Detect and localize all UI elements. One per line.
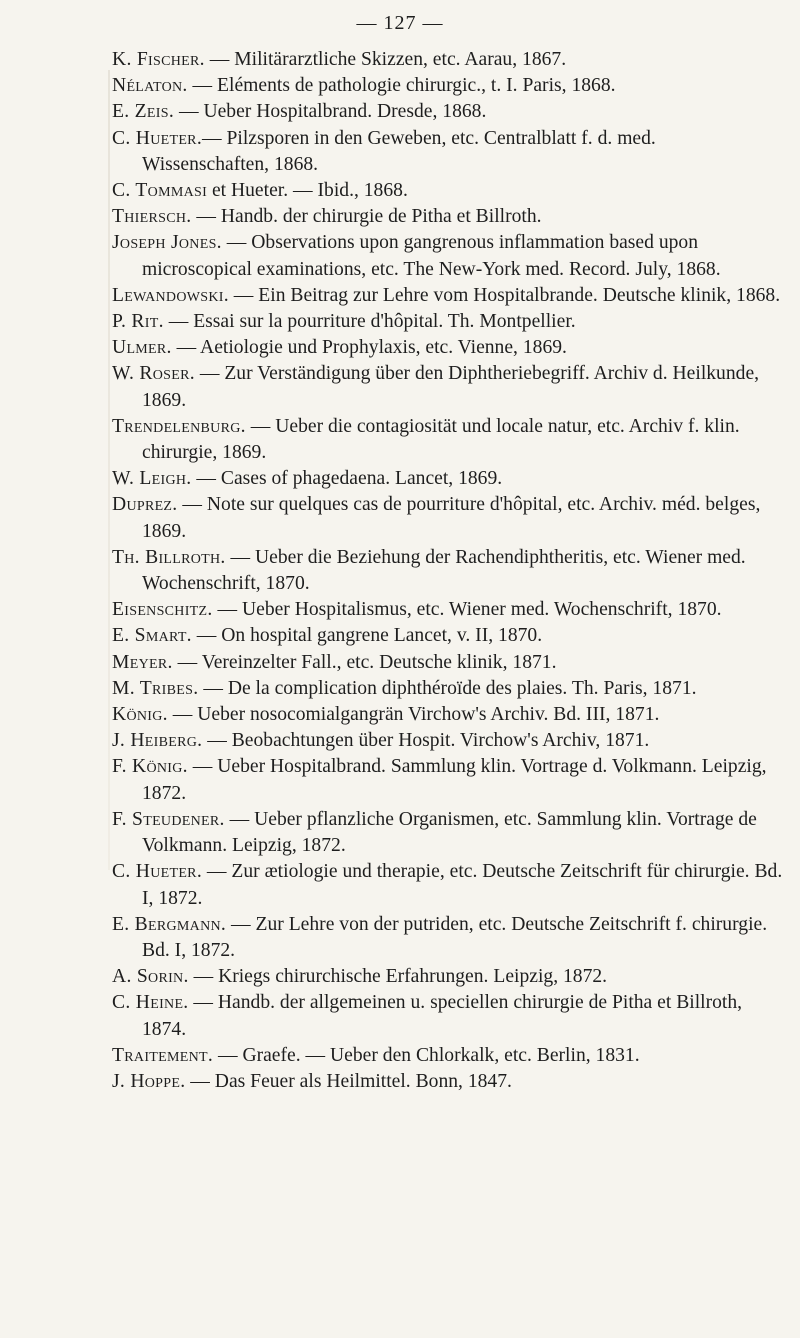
page-number: — 127 — [356, 12, 444, 34]
reference-entry [112, 230, 784, 282]
reference-text: — Ueber pflanzliche Organismen, etc. Sammlung klin. Vortrage de Volkmann. Leipzig, 1872. [142, 808, 757, 857]
reference-text: — Ueber Hospitalbrand. Sammlung klin. Vortrage d. Volkmann. Leipzig, 1872. [142, 756, 767, 804]
reference-text: — Zur Lehre von der putriden, etc. Deutsche Zeitschrift f. chirurgie. Bd. I, 1872. [142, 913, 768, 961]
reference-entry [112, 361, 784, 413]
reference-entry [112, 807, 784, 859]
reference-text: — Ueber die Beziehung der Rachendiphtheritis, etc. Wiener med. Wochenschrift, 1870. [142, 546, 746, 595]
reference-author: C. Hueter. [112, 861, 203, 883]
reference-text: — Ein Beitrag zur Lehre vom Hospitalbrande. Deutsche klinik, 1868. [228, 284, 781, 306]
reference-entry [112, 728, 784, 754]
reference-entry [112, 990, 784, 1042]
reference-entry [112, 545, 784, 597]
reference-entry [112, 126, 784, 178]
reference-text: — Militärarztliche Skizzen, etc. Aarau, 1867. [204, 49, 567, 70]
reference-author: Nélaton. [112, 75, 188, 97]
reference-entry [112, 73, 784, 99]
reference-text: et Hueter. — Ibid., 1868. [207, 180, 408, 202]
reference-author: W. Leigh. [112, 468, 192, 490]
reference-text: — Ueber Hospitalismus, etc. Wiener med. Wochenschrift, 1870. [212, 599, 722, 621]
reference-author: E. Smart. [112, 625, 192, 647]
reference-entry [112, 964, 784, 990]
reference-entry [112, 204, 784, 230]
reference-text: — Cases of phagedaena. Lancet, 1869. [191, 468, 503, 490]
reference-text: — Graefe. — Ueber den Chlorkalk, etc. Berlin, 1831. [213, 1044, 640, 1066]
reference-author: E. Bergmann. [112, 913, 227, 935]
reference-author: K. Fischer. [112, 49, 205, 70]
reference-author: F. Steudener. [112, 808, 225, 830]
reference-author: Duprez. [112, 494, 178, 516]
reference-entry [112, 47, 784, 73]
reference-author: Th. Billroth. [112, 546, 226, 568]
reference-entry [112, 492, 784, 544]
reference-entry [112, 1069, 784, 1095]
reference-author: Meyer. [112, 651, 173, 673]
reference-author: Thiersch. [112, 206, 192, 228]
reference-text: — Handb. der chirurgie de Pitha et Billroth. [191, 206, 542, 228]
reference-author: A. Sorin. [112, 966, 189, 988]
reference-entry [112, 1043, 784, 1069]
page-gutter-shadow [108, 70, 110, 870]
reference-author: J. Hoppe. [112, 1070, 186, 1092]
reference-entry [112, 283, 784, 309]
reference-entry [112, 754, 784, 806]
reference-author: Traitement. [112, 1044, 214, 1066]
reference-entry [112, 676, 784, 702]
reference-entry [112, 178, 784, 204]
reference-entry [112, 466, 784, 492]
reference-text: — De la complication diphthéroïde des plaies. Th. Paris, 1871. [198, 677, 697, 699]
reference-text: — Kriegs chirurchische Erfahrungen. Leipzig, 1872. [188, 966, 608, 988]
reference-text: — Das Feuer als Heilmittel. Bonn, 1847. [185, 1070, 512, 1092]
reference-text: — Zur Verständigung über den Diphtheriebegriff. Archiv d. Heilkunde, 1869. [142, 363, 760, 411]
reference-author: W. Roser. [112, 363, 195, 385]
reference-entry [112, 650, 784, 676]
reference-author: Lewandowski. [112, 284, 229, 306]
reference-text: — Ueber Hospitalbrand. Dresde, 1868. [174, 101, 487, 123]
reference-text: — Observations upon gangrenous inflammation based upon microscopical examinations, etc. The New-York med. Record. July, 1868. [142, 232, 721, 280]
reference-author: C. Tommasi [112, 180, 208, 202]
reference-author: M. Tribes. [112, 677, 199, 699]
reference-author: Trendelenburg. [112, 415, 246, 437]
reference-text: — Pilzsporen in den Geweben, etc. Centralblatt f. d. med. Wissenschaften, 1868. [142, 127, 656, 175]
reference-text: — Zur ætiologie und therapie, etc. Deutsche Zeitschrift für chirurgie. Bd. I, 1872. [142, 861, 783, 909]
reference-text: — Vereinzelter Fall., etc. Deutsche klinik, 1871. [172, 651, 557, 673]
reference-text: — Ueber nosocomialgangrän Virchow's Archiv. Bd. III, 1871. [167, 704, 660, 726]
reference-text: — Ueber die contagiosität und locale natur, etc. Archiv f. klin. chirurgie, 1869. [142, 415, 740, 464]
reference-entry [112, 414, 784, 466]
reference-author: J. Heiberg. [112, 730, 203, 752]
reference-text: — Note sur quelques cas de pourriture d'hôpital, etc. Archiv. méd. belges, 1869. [142, 494, 761, 542]
reference-entry [112, 99, 784, 125]
reference-list [112, 47, 784, 1095]
reference-text: — Aetiologie und Prophylaxis, etc. Vienne, 1869. [171, 337, 567, 359]
reference-author: F. König. [112, 756, 188, 778]
reference-author: C. Hueter. [112, 127, 203, 149]
reference-entry [112, 597, 784, 623]
reference-entry [112, 309, 784, 335]
reference-text: — Handb. der allgemeinen u. speciellen chirurgie de Pitha et Billroth, 1874. [142, 992, 743, 1040]
reference-entry [112, 702, 784, 728]
reference-author: König. [112, 704, 168, 726]
reference-author: Eisenschitz. [112, 599, 213, 621]
reference-entry [112, 623, 784, 649]
reference-entry [112, 335, 784, 361]
reference-text: — Essai sur la pourriture d'hôpital. Th. Montpellier. [163, 311, 576, 333]
reference-text: — Beobachtungen über Hospit. Virchow's Archiv, 1871. [202, 730, 650, 752]
reference-author: Ulmer. [112, 337, 172, 359]
reference-author: E. Zeis. [112, 101, 175, 123]
reference-text: — On hospital gangrene Lancet, v. II, 1870. [191, 625, 543, 647]
reference-author: Joseph Jones. [112, 232, 222, 254]
reference-entry [112, 859, 784, 911]
reference-text: — Eléments de pathologie chirurgic., t. I. Paris, 1868. [187, 75, 616, 97]
reference-author: P. Rit. [112, 311, 164, 333]
reference-entry [112, 912, 784, 964]
reference-author: C. Heine. [112, 992, 189, 1014]
